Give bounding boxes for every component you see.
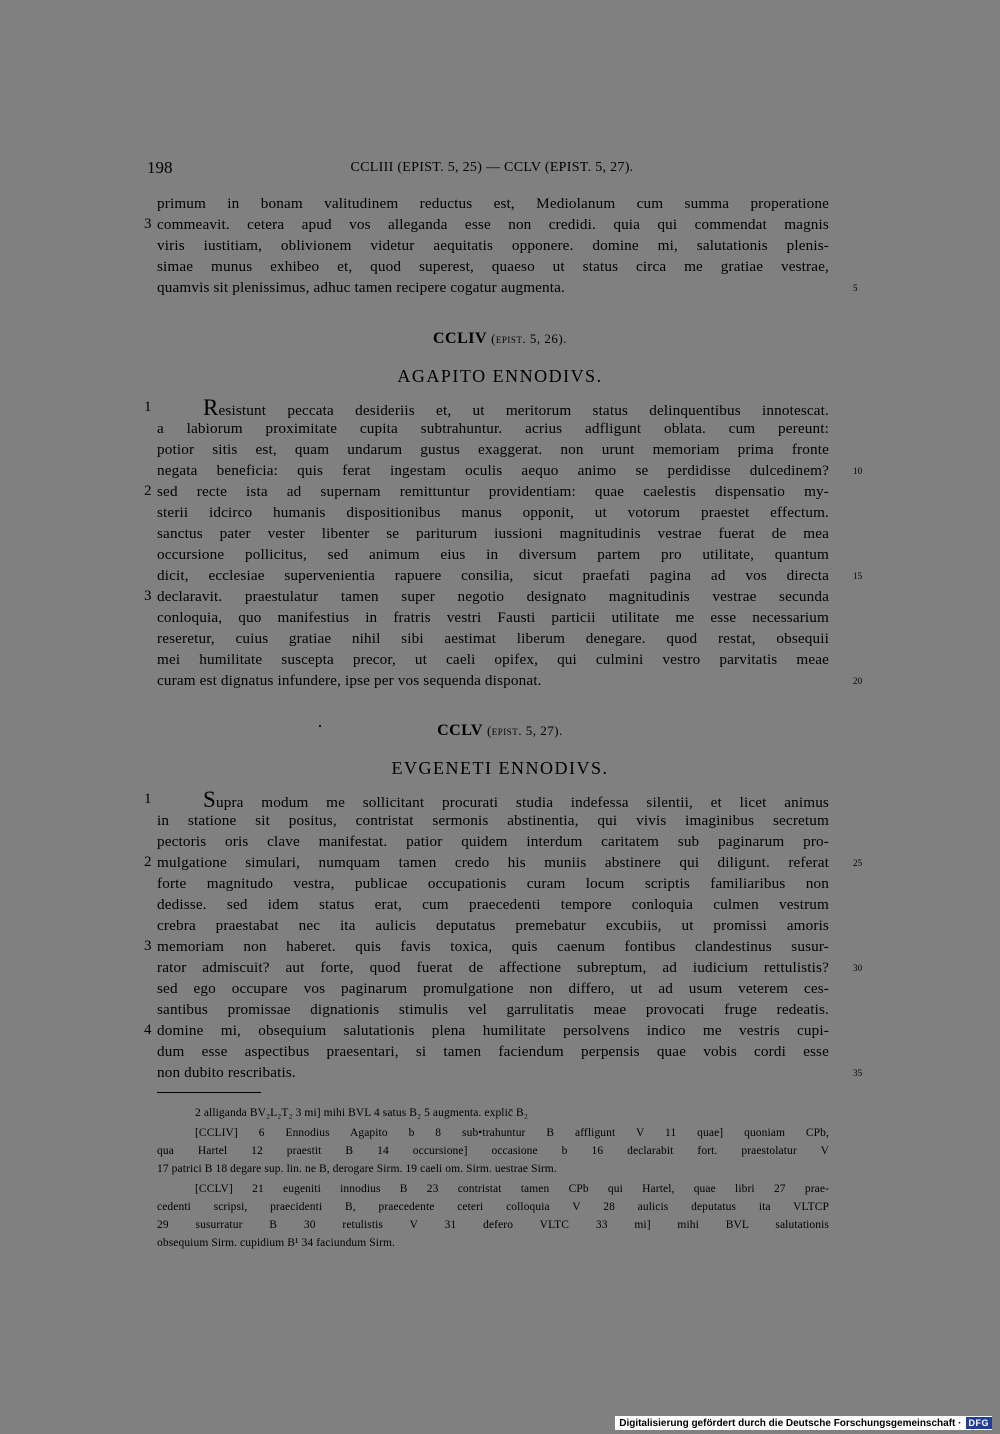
line-number: 30 [853,963,863,973]
line-text: pectoris oris clave manifestat. patior quidem interdum caritatem sub paginarum pro- [157,833,829,850]
apparatus-line: [CCLV] 21 eugeniti innodius B 23 contristat tamen CPb qui Hartel, quae libri 27 prae- [195,1183,829,1195]
text-line [157,978,829,999]
critical-apparatus [157,1104,829,1252]
line-number: 35 [853,1068,863,1078]
running-title: CCLIII (EPIST. 5, 25) — CCLV (EPIST. 5, 27). [350,160,634,175]
line-text: a labiorum proximitate cupita subtrahuntur. acrius adfligunt oblata. cum pereunt: [157,420,829,437]
text-line [144,586,829,607]
apparatus-line: obsequium Sirm. cupidium B¹ 34 faciundum Sirm. [157,1237,396,1249]
letter-254-epist: (epist. 5, 26). [491,331,567,346]
page-header [147,160,837,180]
line-number: 5 [853,283,858,293]
section-number: 2 [144,483,152,499]
text-line [157,810,829,831]
line-text: forte magnitudo vestra, publicae occupationis curam locum scriptis familiaribus non [157,875,829,892]
line-text: sterii idcirco humanis dispositionibus manus opponit, ut votorum praestet effectum. [157,504,829,521]
text-line [157,193,829,214]
line-text: santibus promissae dignationis stimulis vel garrulitatis meae provocati fruge redeatis. [157,1001,829,1018]
intro-paragraph [144,193,858,298]
credit-text: Digitalisierung gefördert durch die Deutsche Forschungsgemeinschaft · [619,1417,962,1429]
text-line [157,439,829,460]
line-text-rest: esistunt peccata desideriis et, ut meritorum status delinquentibus innotescat. [218,402,829,419]
text-line [157,607,829,628]
section-number: 1 [144,791,152,807]
line-text: conloquia, quo manifestius in fratris vestri Fausti particii utilitate me esse necessarium [157,609,829,626]
text-line [144,852,863,873]
letter-254-address: AGAPITO ENNODIVS. [397,366,603,386]
line-text: dum esse aspectibus praesentari, si tamen faciendum perpensis quae vobis cordi esse [157,1043,829,1060]
line-text: rator admiscuit? aut forte, quod fuerat de affectione subreptum, ad iudicium rettulistis? [157,959,829,976]
line-text: dicit, ecclesiae supervenientia rapuere consilia, sicut praefati pagina ad vos directa [157,567,829,584]
letter-254-heading [0,330,1000,348]
line-text-rest: upra modum me sollicitant procurati studia indefessa silentii, et licet animus [215,794,829,811]
line-number: 15 [853,571,863,581]
line-text: mulgatione simulari, numquam tamen credo his muniis abstinere qui diligunt. referat [157,854,829,871]
text-line [157,873,829,894]
apparatus-group [157,1104,829,1122]
letter-255-number: CCLV [437,722,483,739]
line-number: 20 [853,676,863,686]
text-line [157,235,829,256]
text-line [144,214,829,235]
line-text: non dubito rescribatis. [157,1064,296,1081]
section-number: 3 [144,938,152,954]
text-line [157,957,863,978]
text-line [144,1020,829,1041]
letter-254-body [144,395,863,691]
line-text: curam est dignatus infundere, ipse per vos sequenda disponat. [157,672,542,689]
text-line [144,787,829,812]
line-number: 10 [853,466,863,476]
dfg-logo-icon: DFG [966,1417,993,1429]
line-text: in statione sit positus, contristat sermonis abstinentia, qui vivis imaginibus secretum [157,812,829,829]
line-text: sed recte ista ad supernam remittuntur providentiam: quae caelestis dispensatio my- [157,483,829,500]
apparatus-group [157,1124,829,1178]
page-number: 198 [147,158,173,177]
initial-letter: S [203,787,216,812]
text-line [157,1062,863,1083]
apparatus-line: qua Hartel 12 praestit B 14 occursione] occasione b 16 declarabit fort. praestolatur V [157,1145,829,1157]
text-line [157,460,863,481]
line-text: occursione pollicitus, sed animum eius in diversum partem pro utilitate, quantum [157,546,829,563]
text-line [157,670,863,691]
apparatus-line: 29 susurratur B 30 retulistis V 31 defero VLTC 33 mi] mihi BVL salutationis [157,1219,829,1231]
letter-255-body [144,787,863,1083]
line-number: 25 [853,858,863,868]
text-line [144,936,829,957]
apparatus-line: [CCLIV] 6 Ennodius Agapito b 8 sub•trahuntur B affligunt V 11 quae] quoniam CPb, [195,1127,829,1139]
footnote-rule [157,1092,261,1093]
text-line [157,894,829,915]
initial-letter: R [203,395,219,420]
line-text: primum in bonam valitudinem reductus est, Mediolanum cum summa properatione [157,195,829,212]
apparatus-line: 2 alliganda BV₂L₂T₂ 3 mi] mihi BVL 4 satus B₂ 5 augmenta. explic̄ B₂ [195,1107,528,1119]
section-number: 2 [144,854,152,870]
line-text: potior sitis est, quam undarum gustus exaggerat. non urunt memoriam prima fronte [157,441,829,458]
apparatus-group [157,1180,829,1252]
line-text: commeavit. cetera apud vos alleganda esse non credidi. quia qui commendat magnis [157,216,829,233]
text-line [157,256,829,277]
line-text: declaravit. praestulatur tamen super negotio designato magnitudinis vestrae secunda [157,588,829,605]
text-line [157,523,829,544]
letter-255-address: EVGENETI ENNODIVS. [391,758,609,778]
section-number: 3 [144,216,152,232]
text-line [157,502,829,523]
line-text: reseretur, cuius gratiae nihil sibi aestimat liberum denegare. quod restat, obsequii [157,630,829,647]
digitization-credit [615,1416,992,1430]
line-text: quamvis sit plenissimus, adhuc tamen recipere cogatur augmenta. [157,279,566,296]
text-line [144,481,829,502]
section-number: 4 [144,1022,152,1038]
apparatus-line: cedenti scripsi, praecidenti B, praecedente ceteri colloquia V 28 aulicis deputatus ita VLTCP [157,1201,829,1213]
line-text: simae munus exhibeo et, quod superest, quaeso ut status circa me gratiae vestrae, [157,258,829,275]
line-text: sed ego occupare vos paginarum promulgatione non differo, ut ad usum veterem ces- [157,980,829,997]
text-line [157,1041,829,1062]
letter-255-heading [0,722,1000,740]
line-text: dedisse. sed idem status erat, cum praecedenti tempore conloquia culmen vestrum [157,896,829,913]
line-text: sanctus pater vester libenter se pariturum iussioni magnitudinis vestrae fuerat de mea [157,525,829,542]
text-line [157,544,829,565]
letter-255-epist: (epist. 5, 27). [486,723,563,738]
letter-254-number: CCLIV [433,330,488,347]
text-line [157,831,829,852]
line-text: viris iustitiam, oblivionem videtur aequitatis opponere. domine mi, salutationis plenis- [157,237,829,254]
text-line [157,628,829,649]
section-number: 1 [144,399,152,415]
line-text: mei humilitate suscepta precor, ut caeli opifex, qui culmini vestro parvitatis meae [157,651,829,668]
text-line [157,915,829,936]
text-line [157,999,829,1020]
line-text: crebra praestabat nec ita aulicis deputatus premebatur excubiis, ut promissi amoris [157,917,829,934]
section-number: 3 [144,588,152,604]
text-line [157,565,863,586]
text-line [144,395,829,420]
line-text: negata beneficia: quis ferat ingestam oculis aequo animo se perdidisse dulcedinem? [157,462,829,479]
line-text: domine mi, obsequium salutationis plena humilitate persolvens indico me vestris cupi- [157,1022,829,1039]
text-line [157,418,829,439]
text-line [157,277,858,298]
apparatus-line: 17 patrici B 18 degare sup. lin. ne B, derogare Sirm. 19 caeli om. Sirm. uestrae Sirm. [157,1163,557,1175]
line-text: memoriam non haberet. quis favis toxica, quis caenum fontibus clandestinus susur- [157,938,829,955]
text-line [157,649,829,670]
